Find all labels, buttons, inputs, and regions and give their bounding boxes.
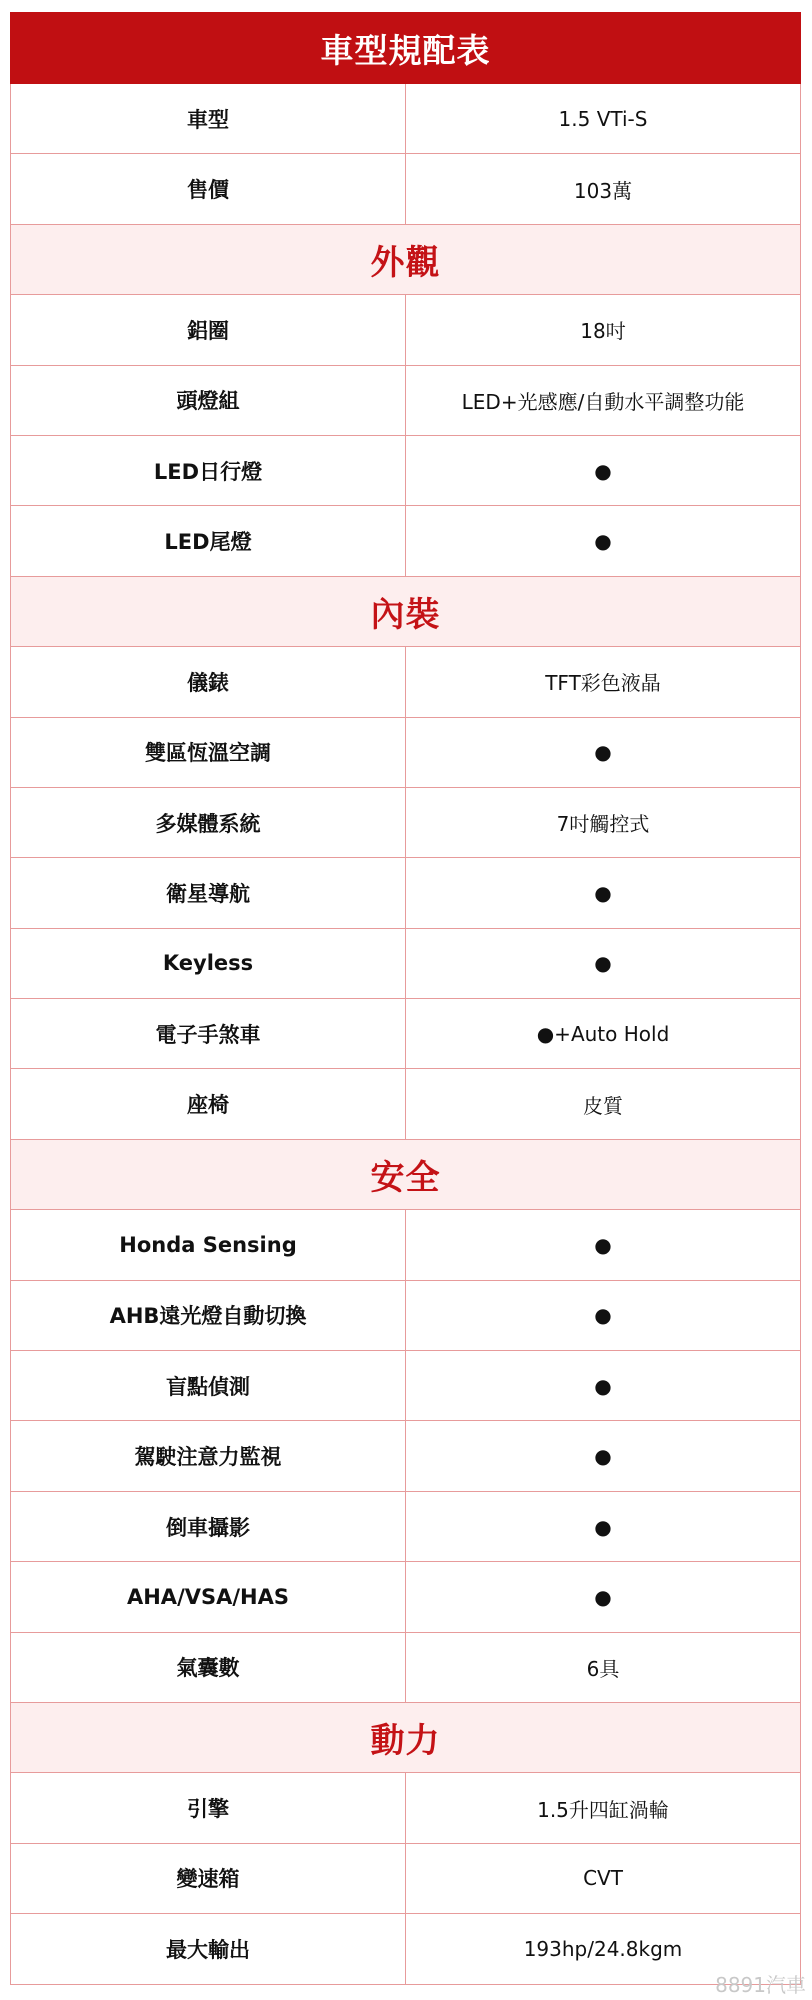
spec-table bbox=[10, 12, 801, 1985]
spec-label: AHB遠光燈自動切換 bbox=[11, 1280, 406, 1350]
spec-value: 1.5 VTi-S bbox=[406, 84, 801, 154]
spec-value: ● bbox=[406, 1562, 801, 1632]
spec-label: Keyless bbox=[11, 928, 406, 998]
spec-value: ● bbox=[406, 1210, 801, 1280]
table-row bbox=[11, 1773, 801, 1843]
watermark: 8891汽車 bbox=[715, 1973, 806, 1997]
spec-label: 車型 bbox=[11, 84, 406, 154]
title-row bbox=[11, 13, 801, 84]
spec-label: 最大輸出 bbox=[11, 1914, 406, 1984]
spec-value: ● bbox=[406, 506, 801, 576]
table-row bbox=[11, 365, 801, 435]
table-row bbox=[11, 84, 801, 154]
spec-value: 6具 bbox=[406, 1632, 801, 1702]
spec-value: LED+光感應/自動水平調整功能 bbox=[406, 365, 801, 435]
spec-value: ●+Auto Hold bbox=[406, 999, 801, 1069]
spec-label: 盲點偵測 bbox=[11, 1351, 406, 1421]
section-row bbox=[11, 224, 801, 294]
spec-value: ● bbox=[406, 717, 801, 787]
table-row bbox=[11, 1069, 801, 1139]
table-row bbox=[11, 1914, 801, 1984]
spec-label: 變速箱 bbox=[11, 1843, 406, 1913]
section-title: 動力 bbox=[11, 1702, 801, 1772]
spec-label: 倒車攝影 bbox=[11, 1491, 406, 1561]
spec-label: Honda Sensing bbox=[11, 1210, 406, 1280]
spec-value: ● bbox=[406, 435, 801, 505]
spec-label: 多媒體系統 bbox=[11, 787, 406, 857]
table-title: 車型規配表 bbox=[11, 13, 801, 84]
section-title: 外觀 bbox=[11, 224, 801, 294]
table-row bbox=[11, 295, 801, 365]
table-row bbox=[11, 506, 801, 576]
spec-label: 鋁圈 bbox=[11, 295, 406, 365]
spec-value: 193hp/24.8kgm bbox=[406, 1914, 801, 1984]
spec-value: ● bbox=[406, 1280, 801, 1350]
spec-value: ● bbox=[406, 1421, 801, 1491]
spec-label: 引擎 bbox=[11, 1773, 406, 1843]
spec-label: 氣囊數 bbox=[11, 1632, 406, 1702]
spec-value: ● bbox=[406, 1491, 801, 1561]
spec-value: TFT彩色液晶 bbox=[406, 647, 801, 717]
spec-value: ● bbox=[406, 1351, 801, 1421]
spec-table-body bbox=[11, 13, 801, 1985]
table-row bbox=[11, 858, 801, 928]
table-row bbox=[11, 1280, 801, 1350]
spec-label: 售價 bbox=[11, 154, 406, 224]
spec-label: 電子手煞車 bbox=[11, 999, 406, 1069]
spec-label: LED尾燈 bbox=[11, 506, 406, 576]
spec-label: 雙區恆溫空調 bbox=[11, 717, 406, 787]
table-row bbox=[11, 717, 801, 787]
spec-label: 座椅 bbox=[11, 1069, 406, 1139]
table-row bbox=[11, 1562, 801, 1632]
table-row bbox=[11, 1210, 801, 1280]
spec-value: 7吋觸控式 bbox=[406, 787, 801, 857]
spec-label: 頭燈組 bbox=[11, 365, 406, 435]
table-row bbox=[11, 928, 801, 998]
spec-value: 103萬 bbox=[406, 154, 801, 224]
table-row bbox=[11, 787, 801, 857]
section-row bbox=[11, 1702, 801, 1772]
section-row bbox=[11, 576, 801, 646]
spec-value: ● bbox=[406, 928, 801, 998]
table-row bbox=[11, 154, 801, 224]
spec-label: 駕駛注意力監視 bbox=[11, 1421, 406, 1491]
section-title: 安全 bbox=[11, 1139, 801, 1209]
spec-label: LED日行燈 bbox=[11, 435, 406, 505]
spec-label: 儀錶 bbox=[11, 647, 406, 717]
spec-label: 衛星導航 bbox=[11, 858, 406, 928]
table-row bbox=[11, 647, 801, 717]
spec-value: 18吋 bbox=[406, 295, 801, 365]
spec-label: AHA/VSA/HAS bbox=[11, 1562, 406, 1632]
table-row bbox=[11, 1421, 801, 1491]
table-row bbox=[11, 1632, 801, 1702]
table-row bbox=[11, 1351, 801, 1421]
section-row bbox=[11, 1139, 801, 1209]
table-row bbox=[11, 1491, 801, 1561]
table-row bbox=[11, 999, 801, 1069]
table-row bbox=[11, 1843, 801, 1913]
table-row bbox=[11, 435, 801, 505]
spec-value: 皮質 bbox=[406, 1069, 801, 1139]
section-title: 內裝 bbox=[11, 576, 801, 646]
spec-value: ● bbox=[406, 858, 801, 928]
spec-value: 1.5升四缸渦輪 bbox=[406, 1773, 801, 1843]
spec-value: CVT bbox=[406, 1843, 801, 1913]
